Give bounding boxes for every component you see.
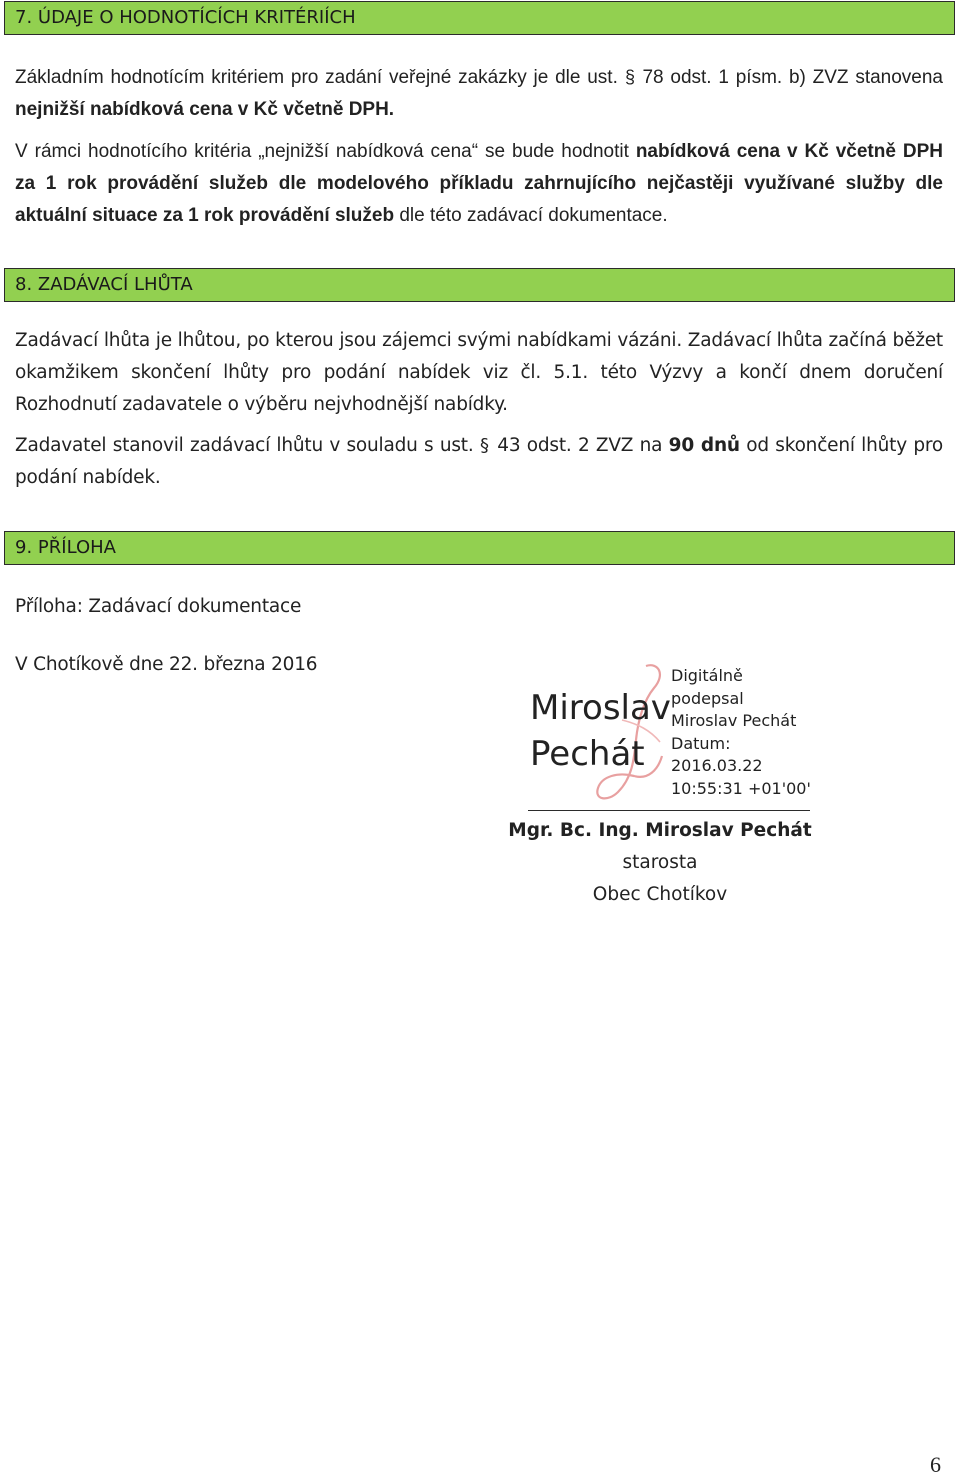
- section-7-heading: 7. ÚDAJE O HODNOTÍCÍCH KRITÉRIÍCH: [4, 1, 955, 35]
- signer-block: [490, 815, 830, 911]
- section-8-heading: 8. ZADÁVACÍ LHŮTA: [4, 268, 955, 302]
- section-8-paragraph-2: Zadavatel stanovil zadávací lhůtu v souladu s ust. § 43 odst. 2 ZVZ na 90 dnů od skončení lhůty pro podání nabídek.: [15, 435, 943, 488]
- page-number: 6: [930, 1452, 941, 1477]
- signer-org: Obec Chotíkov: [592, 884, 728, 905]
- svg-text:§: §: [624, 68, 635, 86]
- signer-name: Mgr. Bc. Ing. Miroslav Pechát: [508, 820, 812, 841]
- section-sign-icon: [480, 436, 491, 454]
- attachment-line: Příloha: Zadávací dokumentace: [15, 596, 302, 617]
- signature-name: Miroslav Pechát: [530, 688, 671, 774]
- section-sign-icon: [625, 68, 636, 86]
- svg-text:§: §: [479, 436, 489, 454]
- signature-line: [528, 810, 810, 811]
- place-date: V Chotíkově dne 22. března 2016: [15, 654, 318, 675]
- signer-role: starosta: [622, 852, 698, 873]
- section-8-paragraph-1: Zadávací lhůta je lhůtou, po kterou jsou zájemci svými nabídkami vázáni. Zadávací lhůta začíná běžet okamžikem skončení lhůty pro podání nabídek viz čl. 5.1. této Výzvy a končí dnem doručení Rozhodnutí zadavatele o výběru nejvhodnější nabídky.: [15, 330, 943, 415]
- section-9-heading: 9. PŘÍLOHA: [4, 531, 955, 565]
- section-7-paragraph-2: V rámci hodnotícího kritéria „nejnižší nabídková cena“ se bude hodnotit nabídková cena v Kč včetně DPH za 1 rok provádění služeb dle modelového příkladu zahrnujícího nejčastěji využívané služby dle aktuální situace za 1 rok provádění služeb dle této zadávací dokumentace.: [15, 141, 943, 226]
- section-7-paragraph-1: Základním hodnotícím kritériem pro zadání veřejné zakázky je dle ust. § 78 odst. 1 písm. b) ZVZ stanovena nejnižší nabídková cena v Kč včetně DPH.: [15, 67, 943, 120]
- signature-details: Digitálně podepsal Miroslav Pechát Datum: 2016.03.22 10:55:31 +01'00': [671, 666, 811, 798]
